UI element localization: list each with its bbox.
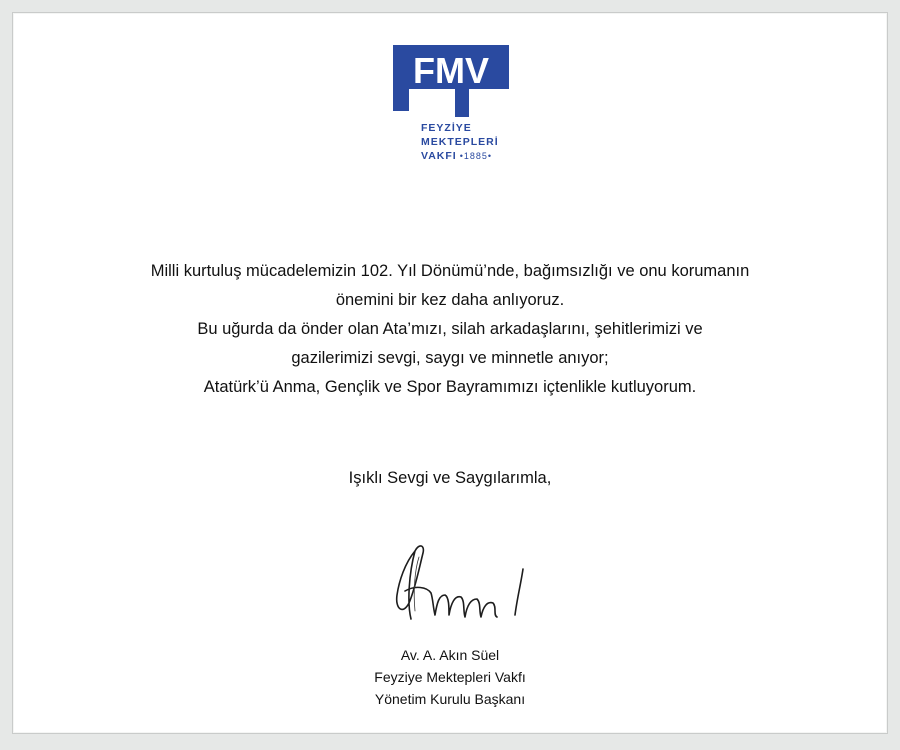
message-line: Bu uğurda da önder olan Ata’mızı, silah arkadaşlarını, şehitlerimizi ve xyxy=(197,320,703,338)
logo-line-2: MEKTEPLERİ xyxy=(421,136,499,148)
greeting-card xyxy=(12,12,888,734)
message-line: önemini bir kez daha anlıyoruz. xyxy=(335,291,565,309)
message-line: Atatürk’ü Anma, Gençlik ve Spor Bayramımızı içtenlikle kutluyorum. xyxy=(203,378,697,396)
closing-text: Işıklı Sevgi ve Saygılarımla, xyxy=(348,469,552,487)
logo-line-1: FEYZİYE xyxy=(421,122,472,134)
message-line: gazilerimizi sevgi, saygı ve minnetle anıyor; xyxy=(291,349,609,367)
signer-block xyxy=(13,644,887,710)
handwritten-signature xyxy=(375,533,535,633)
message-body xyxy=(13,257,887,402)
signer-organization: Feyziye Mektepleri Vakfı xyxy=(374,669,526,685)
fmv-logo xyxy=(393,45,509,162)
logo-mark-text: FMV xyxy=(413,50,489,91)
signer-title: Yönetim Kurulu Başkanı xyxy=(374,691,526,707)
fmv-logo-mark xyxy=(393,45,509,162)
logo-line-3: VAKFI •1885• xyxy=(421,150,493,162)
message-line: Milli kurtuluş mücadelemizin 102. Yıl Dönümü’nde, bağımsızlığı ve onu korumanın xyxy=(150,262,750,280)
signer-name: Av. A. Akın Süel xyxy=(400,647,500,663)
